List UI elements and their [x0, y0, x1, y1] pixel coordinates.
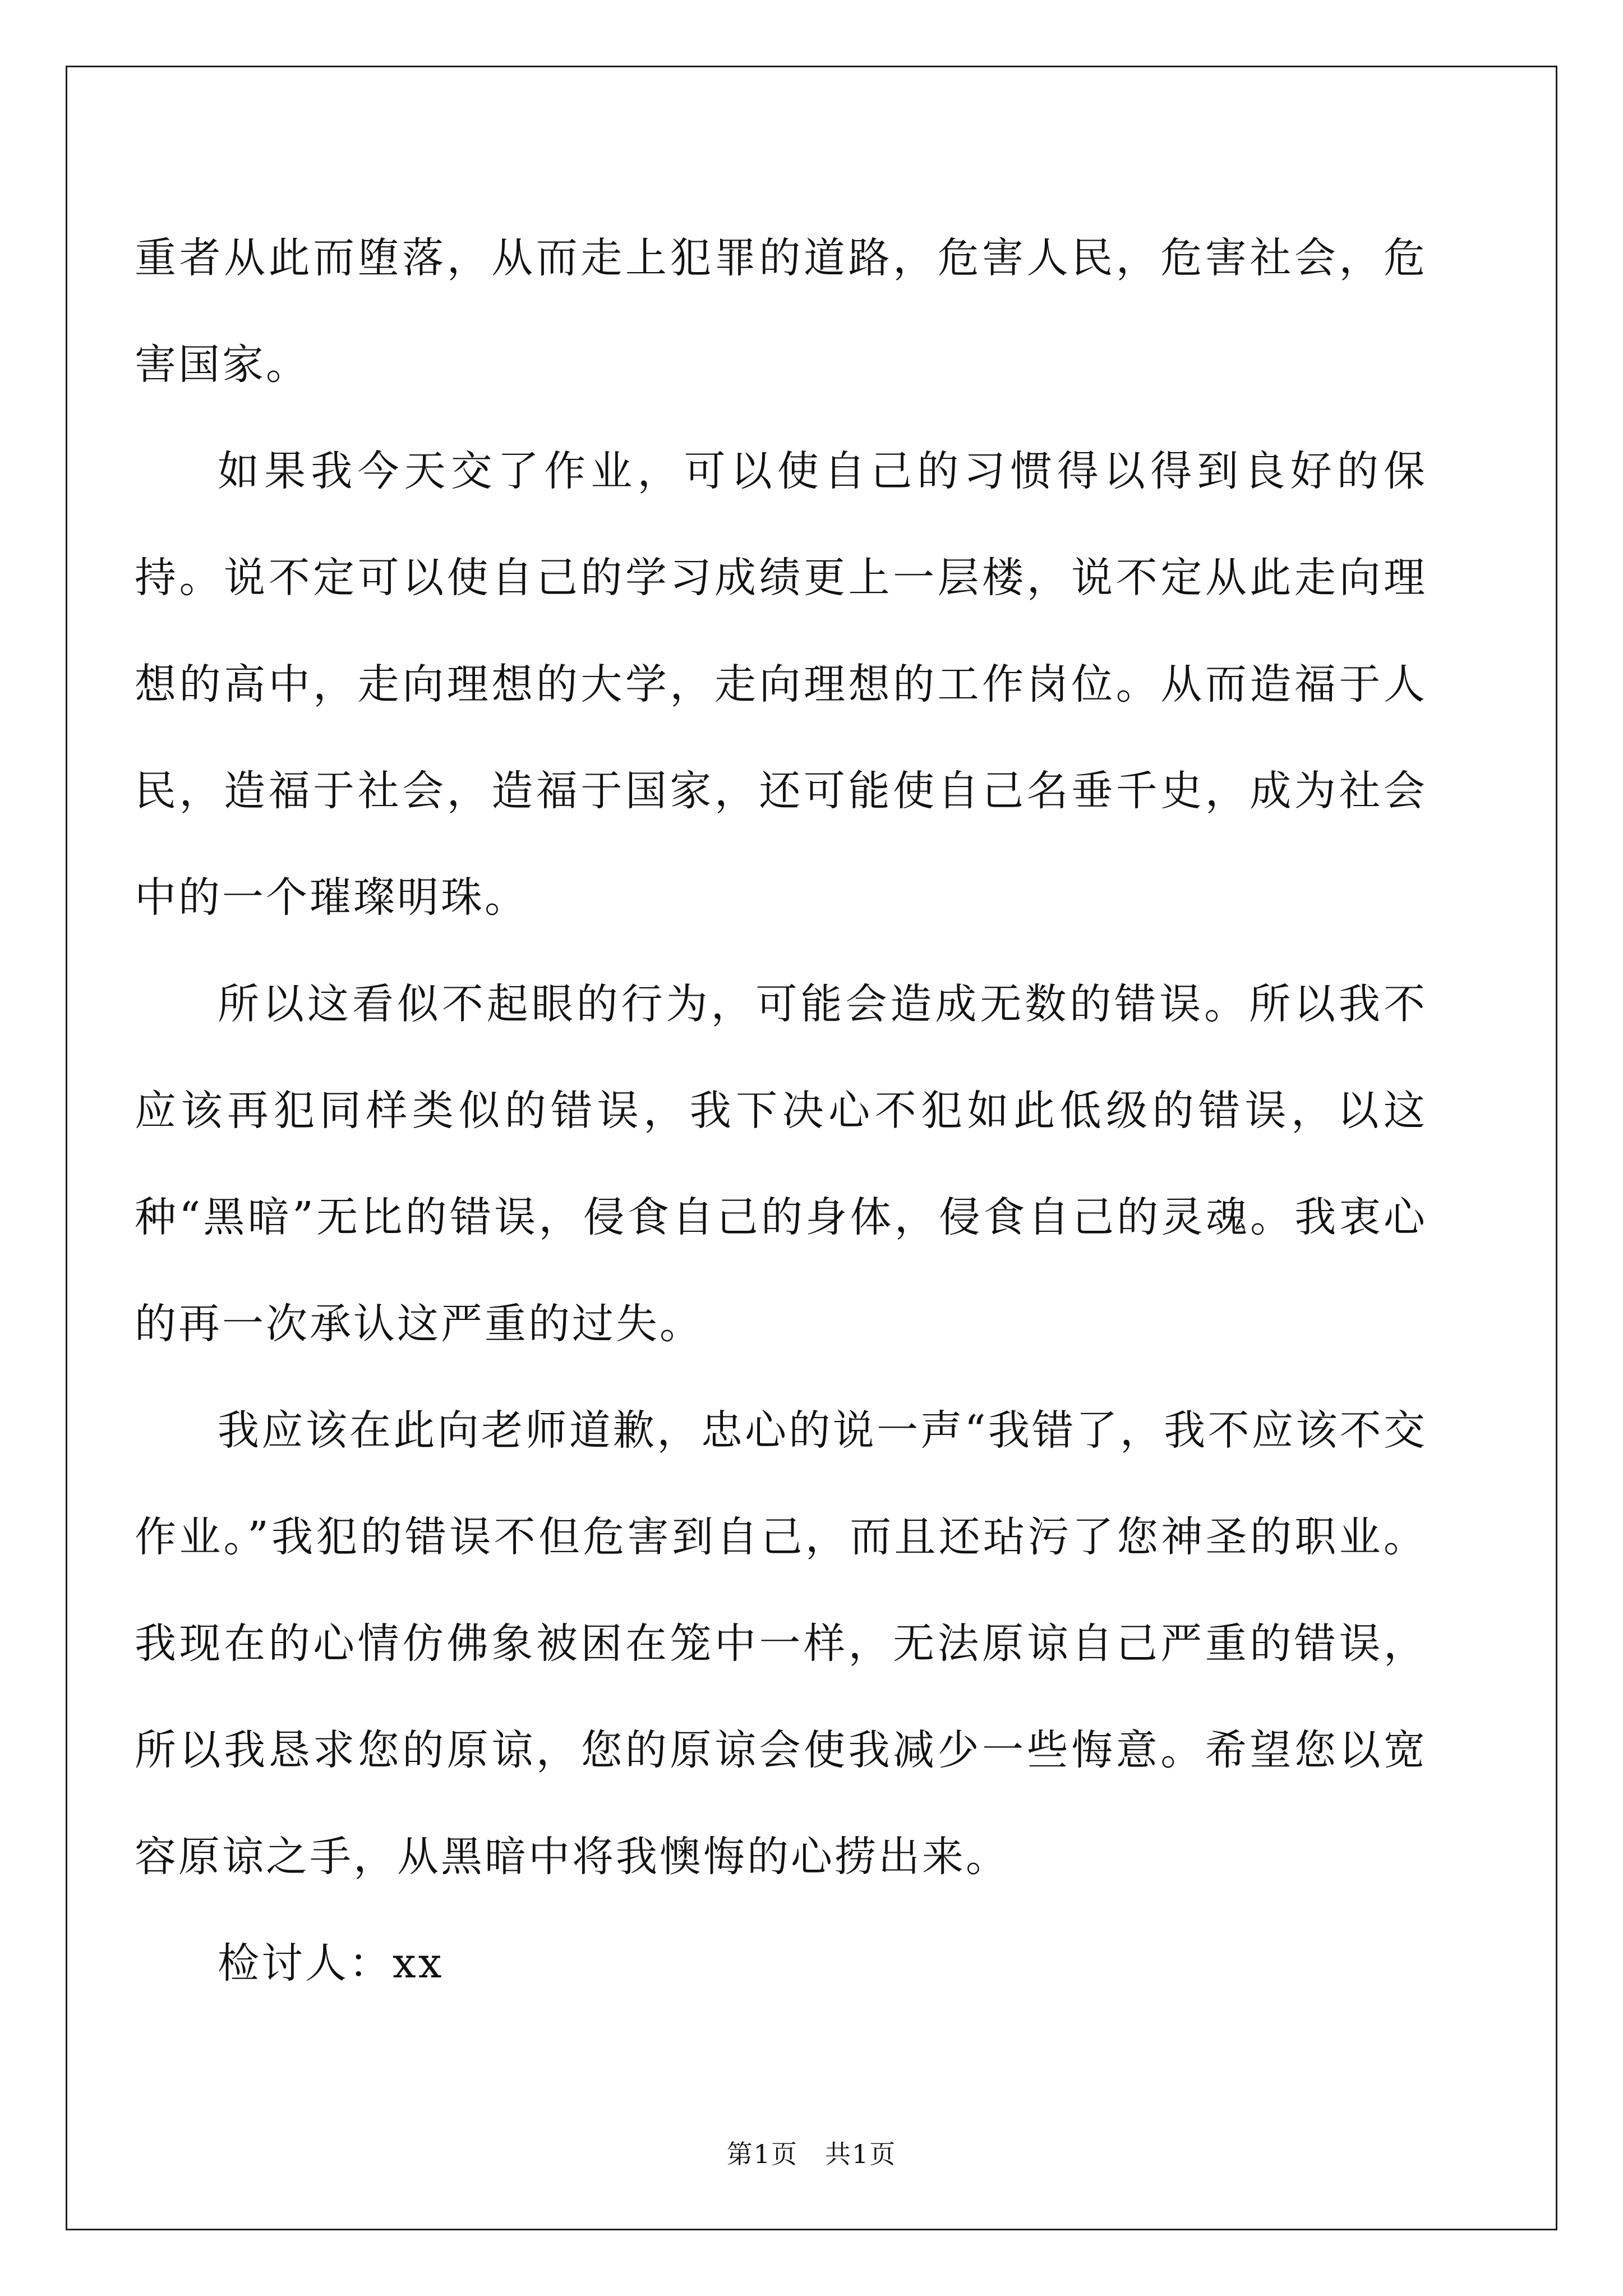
document-body — [135, 205, 1427, 2017]
paragraph-3: 所以这看似不起眼的行为，可能会造成无数的错误。所以我不应该再犯同样类似的错误，我下决心不犯如此低级的错误，以这种“黑暗”无比的错误，侵食自己的身体，侵食自己的灵魂。我衷心的再一次承认这严重的过失。 — [135, 980, 1427, 1348]
page-footer: 第1页 共1页 — [726, 2139, 897, 2169]
signature-line: 检讨人：xx — [218, 1939, 444, 1987]
paragraph-1: 重者从此而堕落，从而走上犯罪的道路，危害人民，危害社会，危害国家。 — [135, 234, 1427, 389]
paragraph-2: 如果我今天交了作业，可以使自己的习惯得以得到良好的保持。说不定可以使自己的学习成绩更上一层楼，说不定从此走向理想的高中，走向理想的大学，走向理想的工作岗位。从而造福于人民，造福于社会，造福于国家，还可能使自己名垂千史，成为社会中的一个璀璨明珠。 — [135, 447, 1427, 922]
paragraph-4: 我应该在此向老师道歉，忠心的说一声“我错了，我不应该不交作业。”我犯的错误不但危害到自己，而且还玷污了您神圣的职业。我现在的心情仿佛象被困在笼中一样，无法原谅自己严重的错误，所以我恳求您的原谅，您的原谅会使我减少一些悔意。希望您以宽容原谅之手，从黑暗中将我懊悔的心捞出来。 — [135, 1406, 1427, 1881]
